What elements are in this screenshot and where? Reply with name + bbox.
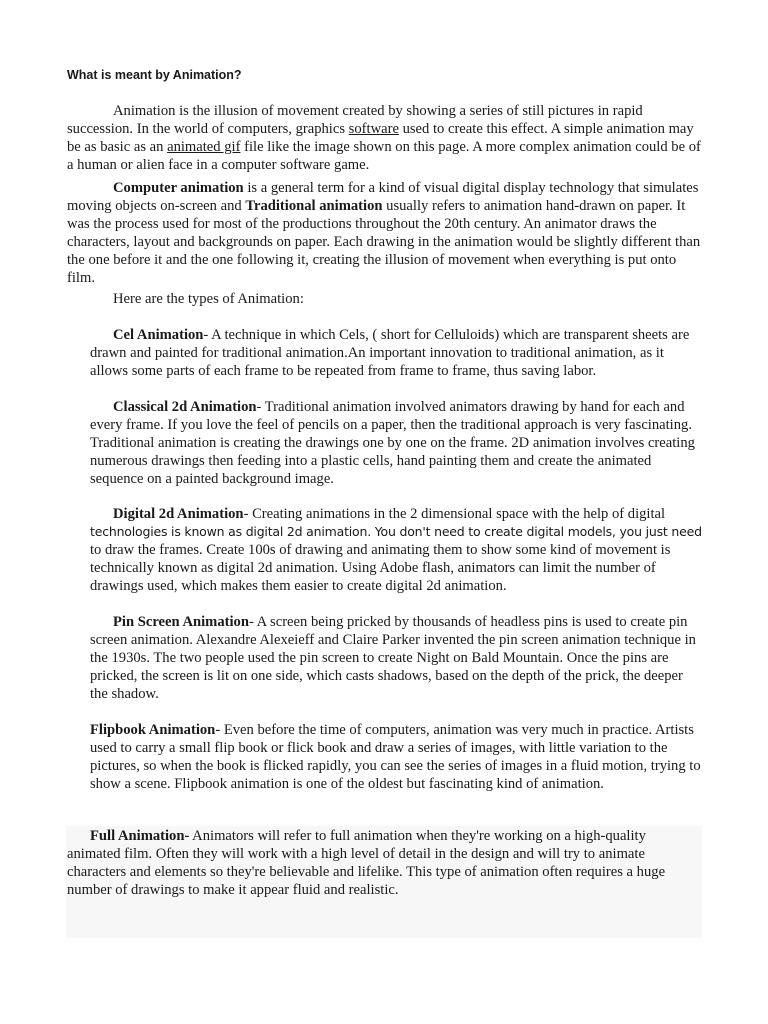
computer-animation-text-2: usually refers to animation hand-drawn on paper. It was the process used for most of the productions throughout the 20th century. An animator draws the characters, layout and backgrounds on paper. Each drawing in the animation would be slightly different than the one before it and the one following it, creating the illusion of movement when everything is put onto film. bbox=[67, 198, 701, 286]
full-animation-term: Full Animation- bbox=[90, 828, 190, 844]
digital-2d-text-mono: technologies is known as digital 2d animation. You don't need to create digital models, you just need bbox=[90, 524, 702, 539]
classical-2d-paragraph bbox=[90, 398, 702, 488]
page-title: What is meant by Animation? bbox=[67, 68, 242, 82]
intro-text-1: Animation is the illusion of movement created by showing a series of still pictures in rapid succession. In the world of computers, graphics bbox=[67, 103, 643, 137]
computer-animation-paragraph bbox=[67, 179, 707, 287]
full-animation-paragraph bbox=[67, 827, 701, 899]
intro-text-2: used to create this effect. A simple animation may be as basic as an bbox=[67, 121, 694, 155]
digital-2d-paragraph bbox=[90, 505, 702, 595]
full-animation-text: Animators will refer to full animation when they're working on a high-quality animated film. Often they will work with a high level of detail in the design and will try to animate characters and elements so they're believable and lifelike. This type of animation often requires a huge number of drawings to make it appear fluid and realistic. bbox=[67, 828, 666, 898]
digital-2d-term: Digital 2d Animation bbox=[113, 506, 244, 522]
traditional-animation-term: Traditional animation bbox=[245, 198, 383, 214]
computer-animation-term: Computer animation bbox=[113, 180, 244, 196]
digital-2d-text-1: - Creating animations in the 2 dimensional space with the help of digital bbox=[243, 506, 666, 522]
intro-paragraph bbox=[67, 102, 707, 174]
intro-text-3: file like the image shown on this page. A more complex animation could be of a human or alien face in a computer software game. bbox=[67, 139, 701, 173]
digital-2d-text-2: to draw the frames. Create 100s of drawing and animating them to show some kind of movement is technically known as digital 2d animation. Using Adobe flash, animators can limit the number of drawings used, which makes them easier to create digital 2d animation. bbox=[90, 542, 671, 594]
cel-animation-term: Cel Animation bbox=[113, 327, 204, 343]
types-intro: Here are the types of Animation: bbox=[113, 291, 304, 307]
flipbook-paragraph bbox=[90, 721, 702, 793]
flipbook-term: Flipbook Animation bbox=[90, 722, 216, 738]
animated-gif-link[interactable]: animated gif bbox=[167, 139, 241, 155]
pin-screen-text: - A screen being pricked by thousands of headless pins is used to create pin screen animation. Alexandre Alexeieff and Claire Parker invented the pin screen animation technique in the 1930s. The two people used the pin screen to create Night on Bald Mountain. Once the pins are pricked, the screen is lit on one side, which casts shadows, based on the depth of the prick, the deeper the shadow. bbox=[90, 614, 696, 702]
software-link[interactable]: software bbox=[348, 121, 399, 137]
classical-2d-term: Classical 2d Animation bbox=[113, 399, 257, 415]
pin-screen-term: Pin Screen Animation bbox=[113, 614, 249, 630]
cel-animation-paragraph bbox=[90, 326, 702, 380]
classical-2d-text: - Traditional animation involved animators drawing by hand for each and every frame. If you love the feel of pencils on a paper, then the traditional approach is very fascinating. Traditional animation is creating the drawings one by one on the frame. 2D animation involves creating numerous drawings then feeding into a plastic cells, hand painting them and create the animated sequence on a painted background image. bbox=[90, 399, 695, 487]
cel-animation-text: - A technique in which Cels, ( short for Celluloids) which are transparent sheets are drawn and painted for traditional animation.An important innovation to traditional animation, as it allows some parts of each frame to be repeated from frame to frame, thus saving labor. bbox=[90, 327, 690, 379]
computer-animation-text-1: is a general term for a kind of visual digital display technology that simulates moving objects on-screen and bbox=[67, 180, 699, 214]
pin-screen-paragraph bbox=[90, 613, 702, 703]
flipbook-text: - Even before the time of computers, animation was very much in practice. Artists used to carry a small flip book or flick book and draw a series of images, with little variation to the pictures, so when the book is flicked rapidly, you can see the series of images in a fluid motion, trying to show a scene. Flipbook animation is one of the oldest but fascinating kind of animation. bbox=[90, 722, 701, 792]
